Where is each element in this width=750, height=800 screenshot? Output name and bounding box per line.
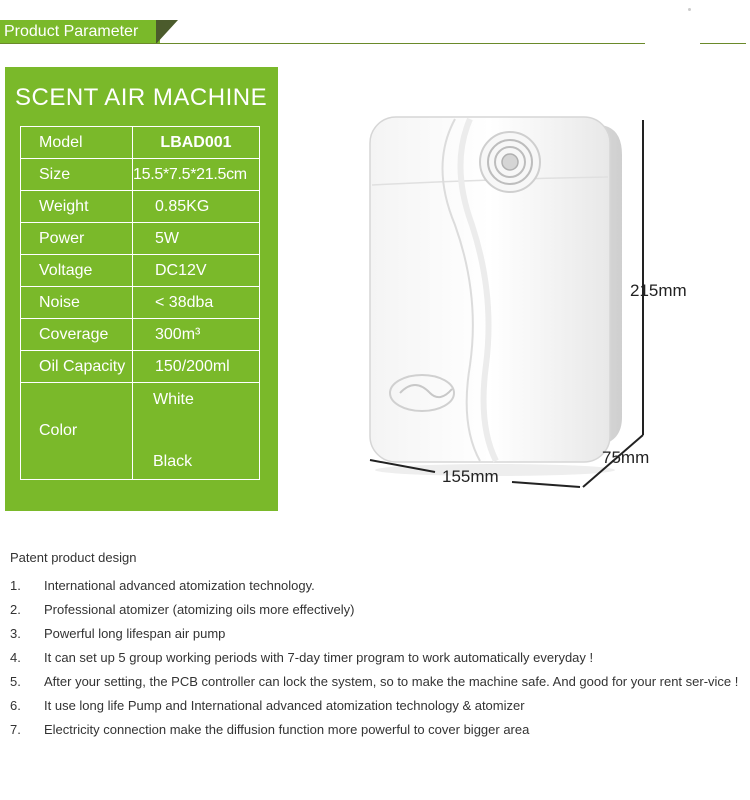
color-option-black: Black — [153, 453, 193, 470]
color-option-white: White — [153, 391, 194, 408]
spec-key: Oil Capacity — [21, 351, 133, 383]
list-item: 6. It use long life Pump and International advanced atomization technology & atomizer — [10, 698, 525, 713]
height-dimension: 215mm — [630, 281, 687, 300]
list-item: 7. Electricity connection make the diffusion function more powerful to cover bigger area — [10, 722, 530, 737]
header-divider-right — [700, 43, 746, 44]
spec-value-colors — [133, 383, 260, 480]
intro-text: Patent product design — [10, 550, 137, 565]
spec-row — [21, 287, 260, 319]
spec-row — [21, 223, 260, 255]
width-line-left — [370, 460, 435, 472]
spec-value: DC12V — [133, 255, 260, 287]
spec-row — [21, 191, 260, 223]
header-notch — [156, 20, 178, 44]
spec-value: < 38dba — [133, 287, 260, 319]
spec-key: Power — [21, 223, 133, 255]
decorative-dot — [688, 8, 691, 11]
section-title: Product Parameter — [4, 23, 139, 40]
list-item: 4. It can set up 5 group working periods with 7-day timer program to work automatically everyday ! — [10, 650, 594, 665]
list-item: 1. International advanced atomization technology. — [10, 578, 315, 593]
spec-table — [20, 126, 260, 480]
spec-key: Model — [21, 127, 133, 159]
dimension-lines — [360, 110, 680, 500]
spec-row — [21, 255, 260, 287]
spec-title: SCENT AIR MACHINE — [15, 84, 268, 111]
list-item: 5. After your setting, the PCB controller can lock the system, so to make the machine safe. And good for your rent ser-vice ! — [10, 674, 739, 689]
spec-key: Color — [21, 383, 133, 480]
spec-row — [21, 319, 260, 351]
spec-row-color — [21, 383, 260, 480]
spec-value: 300m³ — [133, 319, 260, 351]
width-line-right — [512, 482, 580, 487]
spec-key: Weight — [21, 191, 133, 223]
header-divider — [0, 43, 645, 44]
spec-value: 0.85KG — [133, 191, 260, 223]
spec-panel — [5, 67, 278, 511]
section-header — [0, 20, 160, 44]
list-item: 2. Professional atomizer (atomizing oils more effectively) — [10, 602, 355, 617]
spec-value: 15.5*7.5*21.5cm — [133, 159, 260, 191]
spec-key: Coverage — [21, 319, 133, 351]
spec-key: Noise — [21, 287, 133, 319]
feature-list — [10, 574, 740, 742]
spec-row — [21, 351, 260, 383]
width-dimension: 155mm — [442, 467, 499, 486]
spec-row — [21, 127, 260, 159]
spec-row — [21, 159, 260, 191]
depth-dimension: 75mm — [602, 448, 650, 467]
spec-key: Size — [21, 159, 133, 191]
spec-key: Voltage — [21, 255, 133, 287]
spec-value: 150/200ml — [133, 351, 260, 383]
spec-value: LBAD001 — [133, 127, 260, 159]
spec-value: 5W — [133, 223, 260, 255]
list-item: 3. Powerful long lifespan air pump — [10, 626, 226, 641]
